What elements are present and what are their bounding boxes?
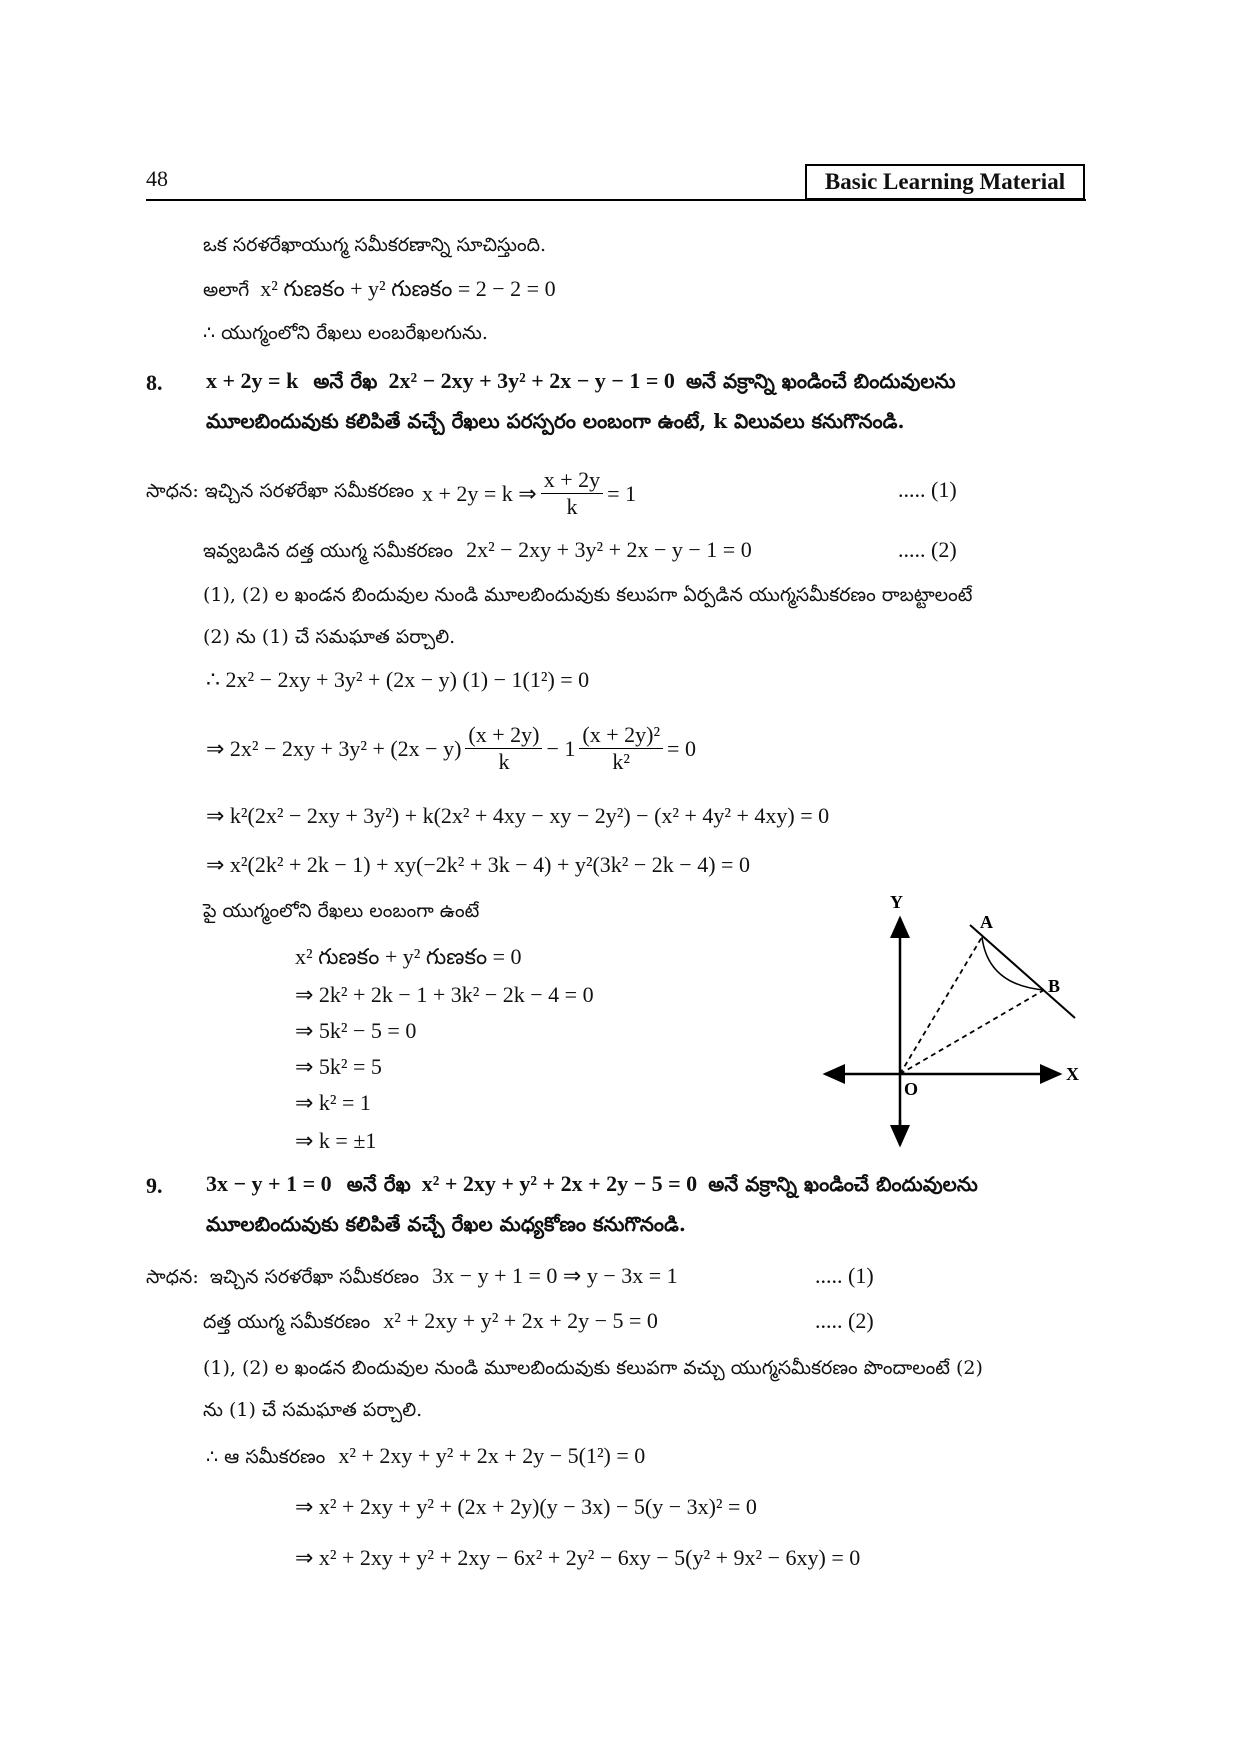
sol9-e1-text: ∴ ఆ సమీకరణం [206,1446,326,1468]
sol8-l1-text: ఇచ్చిన సరళరేఖా సమీకరణం [204,480,414,502]
sol8-para-1: (1), (2) ల ఖండన బిందువుల నుండి మూలబిందువుకు కలుపగా ఏర్పడిన యుగ్మసమీకరణం రాబట్టాలంటే [203,584,973,606]
q8-curve-eq: 2x² − 2xy + 3y² + 2x − y − 1 = 0 [388,368,675,393]
sol8-para-2: (2) ను (1) చే సమఘాత పర్చాలి. [203,626,456,648]
sol8-line-1 [146,467,636,520]
q8-line-2: మూలబిందువుకు కలిపితే వచ్చే రేఖలు పరస్పరం లంబంగా ఉంటే, k విలువలు కనుగొనండి. [206,409,905,433]
q9-number: 9. [146,1173,163,1198]
sol8-l1-frac-num: x + 2y [541,467,603,494]
chord-figure [820,890,1100,1150]
sol8-e2-part-b: − 1 [546,735,576,761]
intro-line-2 [203,276,556,307]
sol8-e2-f1-num: (x + 2y) [465,722,542,749]
sol9-eq-3: ⇒ x² + 2xy + y² + 2xy − 6x² + 2y² − 6xy − 5(y² + 9x² − 6xy) = 0 [295,1545,861,1570]
q8-number: 8. [146,370,163,395]
sol8-e2-f1-den: k [498,749,510,774]
sol8-e2-part-a: ⇒ 2x² − 2xy + 3y² + (2x − y) [206,735,462,761]
q9-line-2: మూలబిందువుకు కలిపితే వచ్చే రేఖల మధ్యకోణం కనుగొనండి. [206,1212,686,1236]
sol9-l1-math: 3x − y + 1 = 0 ⇒ y − 3x = 1 [432,1263,678,1288]
sol9-eq-2: ⇒ x² + 2xy + y² + (2x + 2y)(y − 3x) − 5(y − 3x)² = 0 [295,1494,757,1519]
label-b: B [1048,976,1061,996]
sol9-eq-1 [206,1443,645,1473]
q9-line-1 [206,1171,978,1201]
sol9-l1-ref: ..... (1) [815,1263,874,1288]
sol9-l2-ref: ..... (2) [815,1308,874,1333]
sol8-l1-fraction [541,467,603,520]
sol8-l2-text: ఇవ్వబడిన దత్త యుగ్మ సమీకరణం [203,540,453,562]
sol8-step-2: ⇒ 2k² + 2k − 1 + 3k² − 2k − 4 = 0 [295,982,594,1007]
q9-curve-eq: x² + 2xy + y² + 2x + 2y − 5 = 0 [421,1171,698,1196]
sol9-l1-text: ఇచ్చిన సరళరేఖా సమీకరణం [209,1266,420,1288]
sol9-e1-math: x² + 2xy + y² + 2x + 2y − 5(1²) = 0 [338,1443,646,1468]
sol9-l2-text: దత్త యుగ్మ సమీకరణం [203,1311,371,1333]
sol8-step-5: ⇒ k² = 1 [295,1090,371,1115]
sol9-line-1 [146,1263,678,1293]
q8-line-tail: అనే వక్రాన్ని ఖండించే బిందువులను [685,369,956,393]
sol8-step-4: ⇒ 5k² = 5 [295,1054,382,1079]
sol8-l1-ref: ..... (1) [898,477,957,502]
sol8-step-1: x² గుణకం + y² గుణకం = 0 [295,944,522,969]
sol8-label: సాధన: [146,480,199,502]
sol9-para-2: ను (1) చే సమఘాత పర్చాలి. [203,1399,423,1421]
line-ob [900,990,1044,1074]
header-title: Basic Learning Material [805,164,1085,200]
sol9-label: సాధన: [146,1266,199,1288]
intro-line-2-math: x² గుణకం + y² గుణకం = 2 − 2 = 0 [260,276,556,301]
chord-line [970,925,1075,1018]
q9-line-word: అనే రేఖ [346,1172,411,1196]
label-y: Y [890,892,903,912]
sol8-eq-4: ⇒ x²(2k² + 2k − 1) + xy(−2k² + 3k − 4) + y²(3k² − 2k − 4) = 0 [206,852,750,877]
sol8-e2-fraction-2 [579,722,663,775]
sol8-l2-ref: ..... (2) [898,537,957,562]
q8-line-math: x + 2y = k [206,368,299,393]
sol8-e2-fraction-1 [465,722,542,775]
sol8-eq-1: ∴ 2x² − 2xy + 3y² + (2x − y) (1) − 1(1²) = 0 [206,667,590,692]
sol9-line-2 [203,1308,658,1338]
sol8-e2-part-c: = 0 [667,735,696,761]
label-a: A [980,912,993,932]
sol8-l1-frac-den: k [566,494,578,519]
intro-line-3: ∴ యుగ్మంలోని రేఖలు లంబరేఖలగును. [203,322,488,344]
sol8-step-6: ⇒ k = ±1 [295,1128,377,1153]
page-number: 48 [146,166,168,191]
label-o: O [904,1079,919,1099]
intro-line-2-prefix: అలాగే [203,279,250,301]
q8-line-1 [206,368,956,398]
q8-line-word: అనే రేఖ [313,369,378,393]
sol8-l1-rhs: = 1 [607,480,637,506]
sol8-l2-math: 2x² − 2xy + 3y² + 2x − y − 1 = 0 [466,537,752,562]
sol8-l1-math: x + 2y = k ⇒ [421,480,537,506]
sol8-para-3: పై యుగ్మంలోని రేఖలు లంబంగా ఉంటే [203,900,480,922]
q9-line-math: 3x − y + 1 = 0 [206,1171,332,1196]
q9-line-tail: అనే వక్రాన్ని ఖండించే బిందువులను [708,1172,978,1196]
sol8-eq-3: ⇒ k²(2x² − 2xy + 3y²) + k(2x² + 4xy − xy − 2y²) − (x² + 4y² + 4xy) = 0 [206,803,830,828]
sol8-e2-f2-num: (x + 2y)² [579,722,663,749]
sol8-eq-2 [206,722,696,775]
sol9-l2-math: x² + 2xy + y² + 2x + 2y − 5 = 0 [383,1308,658,1333]
label-x: X [1066,1064,1079,1084]
intro-line-1: ఒక సరళరేఖాయుగ్మ సమీకరణాన్ని సూచిస్తుంది. [203,234,547,256]
line-oa [900,937,982,1074]
header-rule [146,199,1086,201]
sol8-step-3: ⇒ 5k² − 5 = 0 [295,1018,417,1043]
sol8-line-2 [203,537,752,567]
sol9-para-1: (1), (2) ల ఖండన బిందువుల నుండి మూలబిందువుకు కలుపగా వచ్చు యుగ్మసమీకరణం పొందాలంటే (2) [203,1357,983,1379]
sol8-e2-f2-den: k² [612,749,631,774]
